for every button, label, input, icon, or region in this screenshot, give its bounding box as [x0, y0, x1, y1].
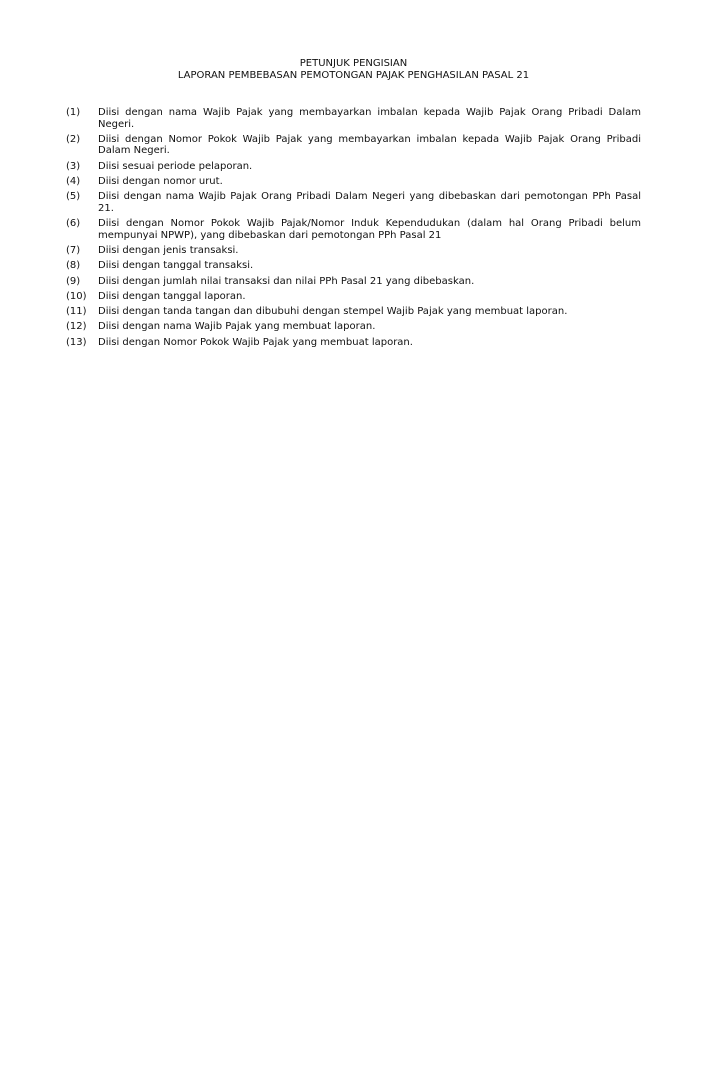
item-text: Diisi dengan nomor urut. [98, 176, 223, 188]
document-title: PETUNJUK PENGISIAN [299, 58, 408, 69]
item-number: (5) [66, 191, 81, 203]
list-item [66, 107, 641, 130]
item-text: Diisi dengan Nomor Pokok Wajib Pajak yang membuat laporan. [98, 336, 413, 348]
item-text: Diisi dengan jumlah nilai transaksi dan nilai PPh Pasal 21 yang dibebaskan. [98, 275, 475, 287]
list-item [66, 306, 641, 318]
item-number: (10) [66, 290, 87, 302]
list-item [66, 276, 641, 288]
item-number: (8) [66, 260, 81, 272]
list-item [66, 291, 641, 303]
item-number: (4) [66, 176, 81, 188]
document-subtitle: LAPORAN PEMBEBASAN PEMOTONGAN PAJAK PENGHASILAN PASAL 21 [177, 70, 530, 81]
instruction-list [66, 107, 641, 352]
list-item [66, 134, 641, 157]
list-item [66, 191, 641, 214]
list-item [66, 218, 641, 241]
item-number: (7) [66, 245, 81, 257]
item-text: Diisi dengan nama Wajib Pajak yang membayarkan imbalan kepada Wajib Pajak Orang Pribadi Dalam Negeri. [98, 107, 641, 130]
item-text: Diisi dengan Nomor Pokok Wajib Pajak yang membayarkan imbalan kepada Wajib Pajak Orang Pribadi Dalam Negeri. [98, 133, 641, 157]
list-item [66, 260, 641, 272]
item-text: Diisi dengan jenis transaksi. [98, 245, 239, 257]
item-number: (11) [66, 306, 87, 318]
item-text: Diisi sesuai periode pelaporan. [98, 160, 253, 172]
item-number: (1) [66, 107, 81, 118]
item-text: Diisi dengan nama Wajib Pajak yang membuat laporan. [98, 321, 376, 333]
item-text: Diisi dengan Nomor Pokok Wajib Pajak/Nomor Induk Kependudukan (dalam hal Orang Pribadi belum mempunyai NPWP), yang dibebaskan dari pemotongan PPh Pasal 21 [98, 218, 641, 241]
list-item [66, 176, 641, 188]
item-text: Diisi dengan nama Wajib Pajak Orang Pribadi Dalam Negeri yang dibebaskan dari pemotongan PPh Pasal 21. [98, 191, 641, 214]
item-number: (3) [66, 160, 81, 172]
list-item [66, 161, 641, 173]
item-number: (6) [66, 218, 81, 230]
item-number: (9) [66, 275, 81, 287]
item-number: (12) [66, 321, 87, 333]
item-number: (13) [66, 336, 87, 348]
list-item [66, 245, 641, 257]
item-text: Diisi dengan tanda tangan dan dibubuhi dengan stempel Wajib Pajak yang membuat laporan. [98, 306, 568, 318]
item-text: Diisi dengan tanggal laporan. [98, 290, 246, 302]
item-text: Diisi dengan tanggal transaksi. [98, 260, 254, 272]
document-header [0, 58, 707, 82]
list-item [66, 321, 641, 333]
list-item [66, 337, 641, 349]
item-number: (2) [66, 133, 81, 145]
